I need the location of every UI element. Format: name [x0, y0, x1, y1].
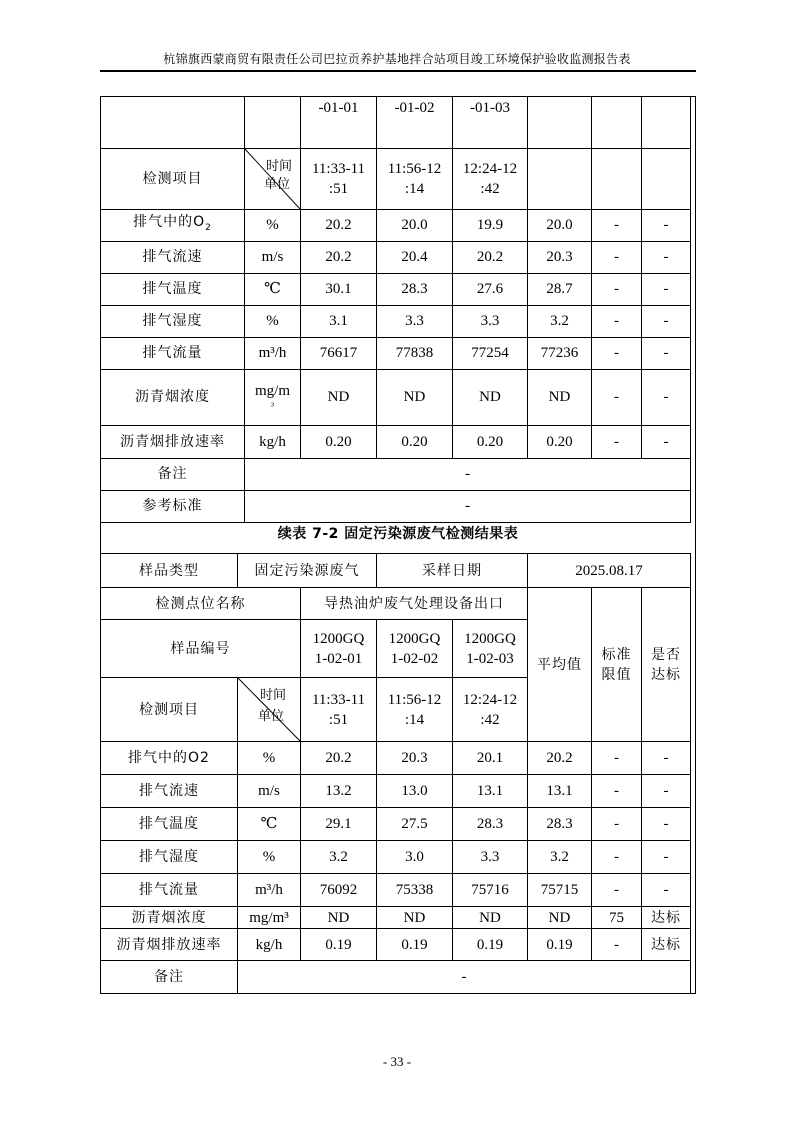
table1-cell: 76617 — [301, 337, 377, 369]
table1-cell: m/s — [245, 241, 301, 273]
table1-cell: 排气流量 — [101, 337, 245, 369]
table2-cell: 排气温度 — [101, 808, 238, 841]
table1-cell: 沥青烟排放速率 — [101, 425, 245, 458]
table1-sample-id-2: -01-02 — [377, 96, 453, 148]
table1-cell: 0.20 — [528, 425, 592, 458]
table1-cell: % — [245, 305, 301, 337]
table2-cell: 3.3 — [453, 841, 528, 874]
table-1 — [100, 96, 691, 523]
table2-cell: 排气湿度 — [101, 841, 238, 874]
table1-time-3: 12:24-12 :42 — [453, 148, 528, 209]
table2-cell: 20.3 — [377, 742, 453, 775]
table1-cell: ND — [453, 369, 528, 425]
table2-compliance-header: 是否 达标 — [642, 588, 691, 742]
table2-cell: - — [592, 742, 642, 775]
table2-cell: 沥青烟浓度 — [101, 907, 238, 929]
table1-cell: m³/h — [245, 337, 301, 369]
table-row — [101, 841, 691, 874]
table1-cell: - — [592, 305, 642, 337]
table1-cell: 19.9 — [453, 209, 528, 241]
table2-item-label: 检测项目 — [101, 678, 238, 742]
table-row — [101, 241, 691, 273]
table-row — [101, 273, 691, 305]
table1-sample-id-3: -01-03 — [453, 96, 528, 148]
table2-cell: - — [592, 841, 642, 874]
table-row — [101, 907, 691, 929]
table1-cell: 3.2 — [528, 305, 592, 337]
table1-cell: - — [642, 241, 691, 273]
table1-cell: ND — [301, 369, 377, 425]
table2-time-label: 时间 — [259, 688, 286, 703]
table2-cell: - — [642, 874, 691, 907]
table1-cell: - — [592, 241, 642, 273]
table2-cell: 3.2 — [301, 841, 377, 874]
table1-cell: kg/h — [245, 425, 301, 458]
table1-cell: 3.3 — [377, 305, 453, 337]
table1-cell: % — [245, 209, 301, 241]
table2-cell: 达标 — [642, 929, 691, 961]
table-row — [101, 808, 691, 841]
table-2 — [100, 553, 691, 994]
table1-cell: - — [592, 337, 642, 369]
table2-cell: 28.3 — [528, 808, 592, 841]
table2-cell: 76092 — [301, 874, 377, 907]
table1-time-2: 11:56-12 :14 — [377, 148, 453, 209]
table2-cell: kg/h — [238, 929, 301, 961]
table1-cell: 0.20 — [453, 425, 528, 458]
table1-item-label: 检测项目 — [101, 148, 245, 209]
table-row — [101, 425, 691, 458]
table1-cell: - — [642, 209, 691, 241]
table1-cell: 28.3 — [377, 273, 453, 305]
table2-remark-row — [101, 961, 691, 994]
table2-remark-label: 备注 — [101, 961, 238, 994]
table1-time-label: 时间 — [265, 158, 292, 174]
table2-cell: - — [592, 929, 642, 961]
table2-date-value: 2025.08.17 — [528, 554, 691, 588]
table1-cell: ND — [528, 369, 592, 425]
table2-cell: % — [238, 841, 301, 874]
table2-cell: ND — [301, 907, 377, 929]
table1-reference-row — [101, 490, 691, 522]
table2-sample-no-2: 1200GQ 1-02-02 — [377, 620, 453, 678]
table1-cell: - — [642, 369, 691, 425]
table2-cell: 排气流速 — [101, 775, 238, 808]
table2-cell: 0.19 — [453, 929, 528, 961]
table1-cell: 沥青烟浓度 — [101, 369, 245, 425]
table2-cell: 13.1 — [453, 775, 528, 808]
table2-cell: 排气流量 — [101, 874, 238, 907]
table1-cell: - — [592, 425, 642, 458]
table2-cell: 75338 — [377, 874, 453, 907]
table1-cell: ℃ — [245, 273, 301, 305]
table1-cell: 28.7 — [528, 273, 592, 305]
table2-cell: m³/h — [238, 874, 301, 907]
table1-remark-label: 备注 — [101, 458, 245, 490]
table1-sample-id-row — [101, 96, 691, 148]
table1-time-1: 11:33-11 :51 — [301, 148, 377, 209]
table2-cell: 20.2 — [528, 742, 592, 775]
table2-cell: - — [592, 775, 642, 808]
table2-time-3: 12:24-12 :42 — [453, 678, 528, 742]
table1-cell: - — [592, 209, 642, 241]
table1-cell: 20.2 — [301, 241, 377, 273]
table2-point-label: 检测点位名称 — [101, 588, 301, 620]
table-row — [101, 305, 691, 337]
table1-cell: 排气温度 — [101, 273, 245, 305]
table1-cell: 77236 — [528, 337, 592, 369]
table-row — [101, 209, 691, 241]
table2-cell: 13.2 — [301, 775, 377, 808]
table2-sample-type-label: 样品类型 — [101, 554, 238, 588]
table2-time-2: 11:56-12 :14 — [377, 678, 453, 742]
table2-point-row — [101, 588, 691, 620]
table2-cell: 29.1 — [301, 808, 377, 841]
table2-sample-no-label: 样品编号 — [101, 620, 301, 678]
header-rule — [100, 70, 696, 72]
table2-point-value: 导热油炉废气处理设备出口 — [301, 588, 528, 620]
table2-cell: - — [642, 841, 691, 874]
table2-cell: 13.0 — [377, 775, 453, 808]
table1-cell: 3.3 — [453, 305, 528, 337]
table1-reference-value: - — [245, 490, 691, 522]
table1-diag-header — [245, 148, 301, 209]
table2-cell: % — [238, 742, 301, 775]
table1-cell: 20.0 — [528, 209, 592, 241]
table2-cell: - — [592, 808, 642, 841]
table1-unit-label: 单位 — [263, 176, 290, 192]
table1-cell: 20.2 — [301, 209, 377, 241]
table2-cell: - — [642, 742, 691, 775]
table1-cell: - — [642, 425, 691, 458]
table1-remark-value: - — [245, 458, 691, 490]
page-number: - 33 - — [382, 1054, 412, 1069]
table1-cell: 20.2 — [453, 241, 528, 273]
table1-cell: 20.0 — [377, 209, 453, 241]
table2-standard-header: 标准 限值 — [592, 588, 642, 742]
table2-cell: 75715 — [528, 874, 592, 907]
table-row — [101, 742, 691, 775]
table2-cell: mg/m³ — [238, 907, 301, 929]
table1-cell: 0.20 — [301, 425, 377, 458]
table2-sample-no-3: 1200GQ 1-02-03 — [453, 620, 528, 678]
table2-cell: - — [592, 874, 642, 907]
table1-cell: 20.4 — [377, 241, 453, 273]
table1-cell: - — [642, 337, 691, 369]
table1-cell: - — [642, 305, 691, 337]
table2-cell: - — [642, 808, 691, 841]
table2-sample-no-1: 1200GQ 1-02-01 — [301, 620, 377, 678]
table1-cell: 排气湿度 — [101, 305, 245, 337]
table-row — [101, 369, 691, 425]
table2-cell: 75716 — [453, 874, 528, 907]
table2-cell: 28.3 — [453, 808, 528, 841]
table1-cell: 0.20 — [377, 425, 453, 458]
table2-time-1: 11:33-11 :51 — [301, 678, 377, 742]
table-row — [101, 929, 691, 961]
table1-cell: 3.1 — [301, 305, 377, 337]
table2-cell: 75 — [592, 907, 642, 929]
table1-row-o2-name: 排气中的$O_2$ — [101, 209, 245, 241]
table1-cell: ND — [377, 369, 453, 425]
table2-cell: 3.2 — [528, 841, 592, 874]
table1-cell: 20.3 — [528, 241, 592, 273]
table2-cell: 0.19 — [377, 929, 453, 961]
table2-cell: ND — [528, 907, 592, 929]
table2-cell: 0.19 — [528, 929, 592, 961]
table2-cell: 达标 — [642, 907, 691, 929]
table2-cell: 排气中的O2 — [101, 742, 238, 775]
table2-cell: 20.1 — [453, 742, 528, 775]
table2-cell: m/s — [238, 775, 301, 808]
table1-reference-label: 参考标准 — [101, 490, 245, 522]
table1-sample-id-1: -01-01 — [301, 96, 377, 148]
table1-remark-row — [101, 458, 691, 490]
table1-cell: 77838 — [377, 337, 453, 369]
table1-cell: 27.6 — [453, 273, 528, 305]
table2-sample-type-row — [101, 554, 691, 588]
table2-cell: ND — [377, 907, 453, 929]
table2-diag-header — [238, 678, 301, 742]
table1-time-row — [101, 148, 691, 209]
table1-cell: - — [592, 369, 642, 425]
table2-cell: 0.19 — [301, 929, 377, 961]
table1-cell: 77254 — [453, 337, 528, 369]
table2-date-label: 采样日期 — [377, 554, 528, 588]
table1-cell: - — [592, 273, 642, 305]
table1-cell: 30.1 — [301, 273, 377, 305]
table2-cell: 13.1 — [528, 775, 592, 808]
table-caption: 续表 7-2 固定污染源废气检测结果表 — [277, 526, 519, 542]
table2-cell: ND — [453, 907, 528, 929]
table2-cell: 20.2 — [301, 742, 377, 775]
table2-sample-type-value: 固定污染源废气 — [238, 554, 377, 588]
table2-cell: 3.0 — [377, 841, 453, 874]
table2-cell: 27.5 — [377, 808, 453, 841]
table1-cell: 排气流速 — [101, 241, 245, 273]
table1-cell: - — [642, 273, 691, 305]
table-row — [101, 874, 691, 907]
table-row — [101, 775, 691, 808]
table2-unit-label: 单位 — [257, 709, 284, 724]
table2-remark-value: - — [238, 961, 691, 994]
table-row — [101, 337, 691, 369]
table2-cell: ℃ — [238, 808, 301, 841]
table2-average-header: 平均值 — [528, 588, 592, 742]
table1-cell-unit-mgm3: mg/m ³ — [245, 369, 301, 425]
table2-cell: - — [642, 775, 691, 808]
table2-cell: 沥青烟排放速率 — [101, 929, 238, 961]
report-header: 杭锦旗西蒙商贸有限责任公司巴拉贡养护基地拌合站项目竣工环境保护验收监测报告表 — [163, 52, 631, 66]
